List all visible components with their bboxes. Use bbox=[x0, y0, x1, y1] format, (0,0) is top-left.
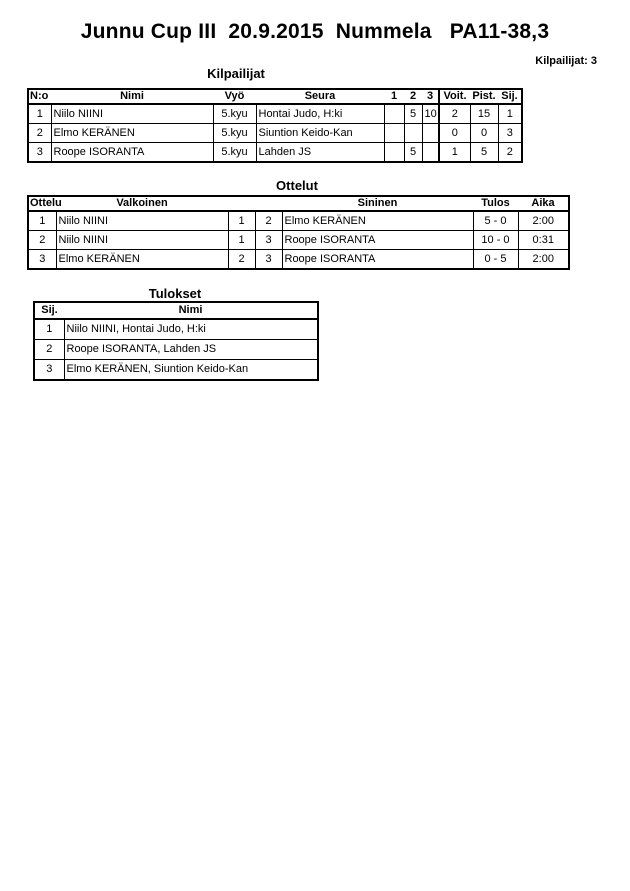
cell-score-1 bbox=[384, 104, 404, 124]
cell-sij: 2 bbox=[498, 143, 522, 163]
cell-voit: 1 bbox=[439, 143, 470, 163]
tulokset-table bbox=[33, 301, 319, 381]
table-header-row bbox=[28, 196, 569, 211]
cell-pist: 0 bbox=[470, 124, 498, 143]
table-row bbox=[34, 360, 318, 381]
cell-score-2: 5 bbox=[404, 104, 422, 124]
cell-no: 3 bbox=[28, 143, 51, 163]
cell-rank: 1 bbox=[34, 319, 64, 340]
cell-score-2 bbox=[404, 124, 422, 143]
cell-time: 0:31 bbox=[518, 231, 569, 250]
section-heading-ottelut: Ottelut bbox=[276, 178, 318, 193]
cell-rank: 2 bbox=[34, 340, 64, 360]
kilpailijat-table bbox=[27, 88, 523, 163]
competitors-count: Kilpailijat: 3 bbox=[535, 55, 597, 67]
table-header-row bbox=[28, 89, 522, 104]
table-row bbox=[28, 124, 522, 143]
cell-time: 2:00 bbox=[518, 250, 569, 270]
table-row bbox=[34, 319, 318, 340]
ottelut-table bbox=[27, 195, 570, 270]
cell-nimi: Roope ISORANTA bbox=[51, 143, 213, 163]
cell-blue-name: Elmo KERÄNEN bbox=[282, 211, 473, 231]
cell-no: 1 bbox=[28, 104, 51, 124]
cell-result: 0 - 5 bbox=[473, 250, 518, 270]
cell-match-no: 1 bbox=[28, 211, 56, 231]
column-header-white-no bbox=[228, 196, 255, 211]
cell-seura: Lahden JS bbox=[256, 143, 384, 163]
column-header-seura: Seura bbox=[256, 89, 384, 104]
column-header-valkoinen: Valkoinen bbox=[56, 196, 228, 211]
column-header-blue-no bbox=[255, 196, 282, 211]
cell-white-no: 1 bbox=[228, 211, 255, 231]
cell-seura: Hontai Judo, H:ki bbox=[256, 104, 384, 124]
column-header-nimi: Nimi bbox=[51, 89, 213, 104]
cell-no: 2 bbox=[28, 124, 51, 143]
cell-voit: 0 bbox=[439, 124, 470, 143]
cell-result: 10 - 0 bbox=[473, 231, 518, 250]
column-header-no: N:o bbox=[28, 89, 51, 104]
table-row bbox=[28, 143, 522, 163]
cell-blue-no: 2 bbox=[255, 211, 282, 231]
cell-pist: 15 bbox=[470, 104, 498, 124]
cell-result: 5 - 0 bbox=[473, 211, 518, 231]
cell-blue-name: Roope ISORANTA bbox=[282, 250, 473, 270]
column-header-sij: Sij. bbox=[34, 302, 64, 319]
table-row bbox=[28, 250, 569, 270]
cell-nimi: Elmo KERÄNEN bbox=[51, 124, 213, 143]
cell-vyo: 5.kyu bbox=[213, 124, 256, 143]
column-header-1: 1 bbox=[384, 89, 404, 104]
cell-vyo: 5.kyu bbox=[213, 104, 256, 124]
cell-pist: 5 bbox=[470, 143, 498, 163]
cell-white-no: 2 bbox=[228, 250, 255, 270]
cell-white-no: 1 bbox=[228, 231, 255, 250]
table-row bbox=[28, 104, 522, 124]
cell-white-name: Niilo NIINI bbox=[56, 231, 228, 250]
page-title: Junnu Cup III 20.9.2015 Nummela PA11-38,3 bbox=[80, 20, 550, 43]
cell-blue-no: 3 bbox=[255, 231, 282, 250]
table-row bbox=[34, 340, 318, 360]
cell-sij: 1 bbox=[498, 104, 522, 124]
cell-white-name: Niilo NIINI bbox=[56, 211, 228, 231]
cell-time: 2:00 bbox=[518, 211, 569, 231]
column-header-sij: Sij. bbox=[498, 89, 522, 104]
cell-score-3: 10 bbox=[422, 104, 439, 124]
cell-blue-name: Roope ISORANTA bbox=[282, 231, 473, 250]
table-row bbox=[28, 211, 569, 231]
cell-rank: 3 bbox=[34, 360, 64, 381]
cell-score-3 bbox=[422, 124, 439, 143]
cell-seura: Siuntion Keido-Kan bbox=[256, 124, 384, 143]
cell-name-club: Roope ISORANTA, Lahden JS bbox=[64, 340, 318, 360]
column-header-tulos: Tulos bbox=[473, 196, 518, 211]
cell-blue-no: 3 bbox=[255, 250, 282, 270]
cell-name-club: Elmo KERÄNEN, Siuntion Keido-Kan bbox=[64, 360, 318, 381]
cell-white-name: Elmo KERÄNEN bbox=[56, 250, 228, 270]
column-header-3: 3 bbox=[422, 89, 439, 104]
column-header-voit: Voit. bbox=[439, 89, 470, 104]
cell-score-3 bbox=[422, 143, 439, 163]
column-header-pist: Pist. bbox=[470, 89, 498, 104]
cell-nimi: Niilo NIINI bbox=[51, 104, 213, 124]
cell-score-2: 5 bbox=[404, 143, 422, 163]
column-header-aika: Aika bbox=[518, 196, 569, 211]
table-header-row bbox=[34, 302, 318, 319]
section-heading-tulokset: Tulokset bbox=[148, 286, 202, 301]
cell-match-no: 2 bbox=[28, 231, 56, 250]
column-header-vyo: Vyö bbox=[213, 89, 256, 104]
column-header-sininen: Sininen bbox=[282, 196, 473, 211]
table-row bbox=[28, 231, 569, 250]
cell-match-no: 3 bbox=[28, 250, 56, 270]
cell-score-1 bbox=[384, 124, 404, 143]
cell-sij: 3 bbox=[498, 124, 522, 143]
cell-voit: 2 bbox=[439, 104, 470, 124]
cell-score-1 bbox=[384, 143, 404, 163]
cell-vyo: 5.kyu bbox=[213, 143, 256, 163]
column-header-nimi: Nimi bbox=[64, 302, 318, 319]
section-heading-kilpailijat: Kilpailijat bbox=[207, 66, 265, 81]
column-header-2: 2 bbox=[404, 89, 422, 104]
cell-name-club: Niilo NIINI, Hontai Judo, H:ki bbox=[64, 319, 318, 340]
column-header-ottelu: Ottelu bbox=[30, 197, 62, 209]
